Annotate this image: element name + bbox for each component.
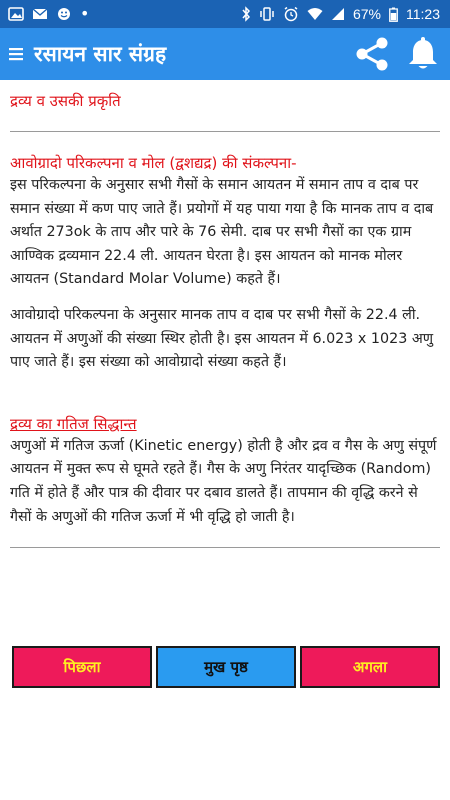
wifi-icon xyxy=(307,7,323,21)
battery-icon xyxy=(389,7,398,22)
mail-icon xyxy=(32,7,48,21)
photo-icon xyxy=(8,7,24,21)
home-button[interactable]: मुख पृष्ठ xyxy=(156,646,296,688)
battery-percent: 67% xyxy=(352,6,381,22)
divider-bottom xyxy=(10,547,440,548)
section1-paragraph-1: इस परिकल्पना के अनुसार सभी गैसों के समान आयतन में समान ताप व दाब पर समान संख्या में कण पाए जाते हैं। प्रयोगों में यह पाया गया है कि मानक ताप व दाब अर्थात 273ok के ताप और पारे के 76 सेमी. दाब पर सभी गैसों का एक ग्राम आण्विक द्रव्यमान 22.4 ली. आयतन घेरता है। इस आयतन को मानक मोलर आयतन (Standard Molar Volume) कहते हैं। xyxy=(10,177,434,288)
menu-icon[interactable] xyxy=(2,28,30,80)
more-dots-icon: • xyxy=(80,4,90,23)
clock: 11:23 xyxy=(406,6,440,22)
nav-button-row xyxy=(12,646,440,688)
signal-icon xyxy=(331,7,345,21)
app-bar xyxy=(0,28,450,80)
vibrate-icon xyxy=(259,7,275,21)
smiley-icon xyxy=(56,7,72,21)
status-bar xyxy=(0,0,450,28)
section2-paragraph: अणुओं में गतिज ऊर्जा (Kinetic energy) होती है और द्रव व गैस के अणु संपूर्ण आयतन में मुक्त रूप से घूमते रहते हैं। गैस के अणु निरंतर यादृच्छिक (Random) गति में होते हैं और पात्र की दीवार पर दबाव डालते हैं। तापमान की वृद्धि करने से गैसों के अणुओं की गतिज ऊर्जा में भी वृद्धि हो जाती है। xyxy=(10,437,437,525)
next-button[interactable]: अगला xyxy=(300,646,440,688)
top-heading: द्रव्य व उसकी प्रकृति xyxy=(10,92,121,110)
article-content xyxy=(0,80,450,548)
prev-button[interactable]: पिछला xyxy=(12,646,152,688)
share-icon[interactable] xyxy=(354,36,390,72)
bell-icon[interactable] xyxy=(406,36,440,72)
section2-heading: द्रव्य का गतिज सिद्धान्त xyxy=(10,414,137,433)
section1-paragraph-2: आवोग्रादो परिकल्पना के अनुसार मानक ताप व दाब पर सभी गैसों के 22.4 ली. आयतन में अणुओं की संख्या स्थिर होती है। इस आयतन में 6.023 x 1023 अणु पाए जाते हैं। इस संख्या को आवोग्रादो संख्या कहते हैं। xyxy=(10,306,434,371)
section1-heading: आवोग्रादो परिकल्पना व मोल (द्वशद्यद्र) की संकल्पना- xyxy=(10,154,297,172)
alarm-icon xyxy=(283,6,299,22)
app-title: रसायन सार संग्रह xyxy=(34,42,167,66)
bluetooth-icon xyxy=(241,6,251,22)
